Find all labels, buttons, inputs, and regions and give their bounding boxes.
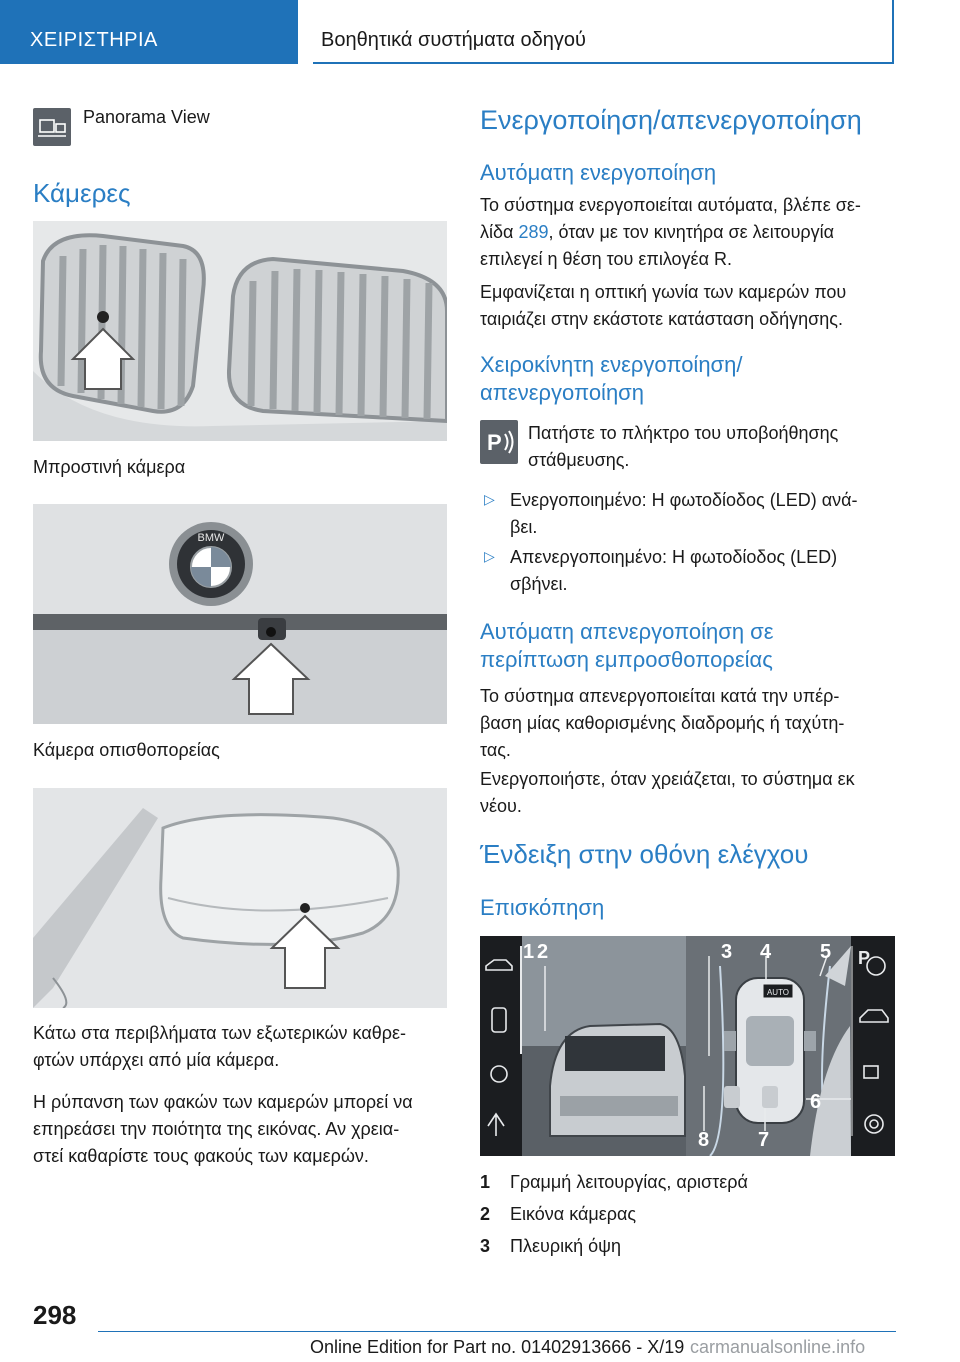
callout-5: 5 bbox=[820, 941, 832, 963]
bullet-1-line-1: Ενεργοποιημένο: Η φωτοδίοδος (LED) ανά- bbox=[510, 490, 858, 510]
legend-text-3: Πλευρική όψη bbox=[510, 1236, 621, 1256]
mirror-camera-image bbox=[33, 788, 447, 1008]
callout-4: 4 bbox=[760, 941, 772, 963]
footer-divider bbox=[98, 1331, 896, 1332]
legend-num-1: 1 bbox=[480, 1172, 491, 1192]
auto-p2-line-2: ταιριάζει στην εκάστοτε κατάσταση οδήγησης. bbox=[480, 309, 843, 329]
page-289-link[interactable]: 289 bbox=[518, 222, 549, 242]
callout-3: 3 bbox=[721, 941, 733, 963]
auto-off-p1-line-2: βαση μίας καθορισμένης διαδρομής ή ταχύτη- bbox=[480, 713, 845, 733]
footer-watermark: carmanualsonline.info bbox=[690, 1337, 866, 1357]
header-section-tab: ΧΕΙΡΙΣΤΗΡΙΑ bbox=[0, 0, 298, 64]
auto-p1-line-2 bbox=[480, 219, 834, 246]
footer-edition: Online Edition for Part no. 01402913666 - X/19 bbox=[310, 1337, 685, 1357]
parking-assist-button-icon bbox=[480, 420, 518, 464]
callout-7: 7 bbox=[758, 1129, 770, 1151]
cameras-heading: Κάμερες bbox=[33, 178, 131, 208]
front-camera-image bbox=[33, 221, 447, 441]
screen-auto-label: AUTO bbox=[766, 988, 790, 997]
panorama-view-icon bbox=[33, 108, 71, 146]
page-number: 298 bbox=[33, 1300, 77, 1330]
auto-p1-line-3: επιλεγεί η θέση του επιλογέα R. bbox=[480, 249, 732, 269]
rear-camera-image bbox=[33, 504, 447, 724]
auto-p1-line-1: Το σύστημα ενεργοποιείται αυτόματα, βλέπε σε- bbox=[480, 195, 861, 215]
mirror-text-line-2: φτών υπάρχει από μία κάμερα. bbox=[33, 1050, 280, 1070]
legend-num-2: 2 bbox=[480, 1204, 491, 1224]
rear-camera-caption: Κάμερα οπισθοπορείας bbox=[33, 740, 220, 760]
auto-p1-suffix: , όταν με τον κινητήρα σε λειτουργία bbox=[548, 222, 835, 242]
callout-1: 1 bbox=[523, 941, 535, 963]
callout-2: 2 bbox=[537, 941, 549, 963]
auto-p1-prefix: λίδα bbox=[480, 222, 519, 242]
manual-text-line-2: στάθμευσης. bbox=[528, 450, 630, 470]
front-camera-caption: Μπροστινή κάμερα bbox=[33, 457, 186, 477]
auto-off-p2-line-1: Ενεργοποιήστε, όταν χρειάζεται, το σύστημα εκ bbox=[480, 769, 855, 789]
manual-text-line-1: Πατήστε το πλήκτρο του υποβοήθησης bbox=[528, 423, 839, 443]
header-chapter-title: Βοηθητικά συστήματα οδηγού bbox=[313, 0, 894, 64]
legend-text-2: Εικόνα κάμερας bbox=[510, 1204, 637, 1224]
bullet-triangle-icon: ▷ bbox=[484, 548, 495, 564]
callout-8: 8 bbox=[698, 1129, 710, 1151]
screen-parking-p-label: P bbox=[858, 948, 871, 968]
svg-text:P: P bbox=[487, 430, 502, 455]
manual-heading-line-2: απενεργοποίηση bbox=[480, 380, 644, 405]
auto-off-heading-line-2: περίπτωση εμπροσθοπορείας bbox=[480, 647, 773, 672]
bullet-triangle-icon: ▷ bbox=[484, 491, 495, 507]
overview-heading: Επισκόπηση bbox=[480, 895, 605, 920]
bullet-2-line-2: σβήνει. bbox=[510, 574, 568, 594]
auto-off-p1-line-3: τας. bbox=[480, 740, 511, 760]
callout-6: 6 bbox=[810, 1091, 822, 1113]
manual-heading-line-1: Χειροκίνητη ενεργοποίηση/ bbox=[480, 352, 743, 377]
display-heading: Ένδειξη στην οθόνη ελέγχου bbox=[480, 839, 809, 869]
legend-num-3: 3 bbox=[480, 1236, 491, 1256]
auto-activation-heading: Αυτόματη ενεργοποίηση bbox=[480, 160, 717, 185]
dirt-text-line-3: στεί καθαρίστε τους φακούς των καμερών. bbox=[33, 1146, 369, 1166]
dirt-text-line-1: Η ρύπανση των φακών των καμερών μπορεί να bbox=[33, 1092, 413, 1112]
bmw-logo-letters: BMW bbox=[197, 532, 225, 544]
dirt-text-line-2: επηρεάσει την ποιότητα της εικόνας. Αν χρεια- bbox=[33, 1119, 400, 1139]
bullet-1-line-2: βει. bbox=[510, 517, 538, 537]
legend-text-1: Γραμμή λειτουργίας, αριστερά bbox=[510, 1172, 748, 1192]
auto-p2-line-1: Εμφανίζεται η οπτική γωνία των καμερών που bbox=[480, 282, 847, 302]
bullet-2-line-1: Απενεργοποιημένο: Η φωτοδίοδος (LED) bbox=[510, 547, 838, 567]
activation-main-heading: Ενεργοποίηση/απενεργοποίηση bbox=[480, 105, 862, 135]
auto-off-heading-line-1: Αυτόματη απενεργοποίηση σε bbox=[480, 619, 774, 644]
mirror-text-line-1: Κάτω στα περιβλήματα των εξωτερικών καθρε- bbox=[33, 1023, 407, 1043]
auto-off-p1-line-1: Το σύστημα απενεργοποιείται κατά την υπέρ- bbox=[480, 686, 840, 706]
panorama-view-label: Panorama View bbox=[83, 107, 210, 127]
auto-off-p2-line-2: νέου. bbox=[480, 796, 522, 816]
control-display-image bbox=[480, 936, 895, 1156]
